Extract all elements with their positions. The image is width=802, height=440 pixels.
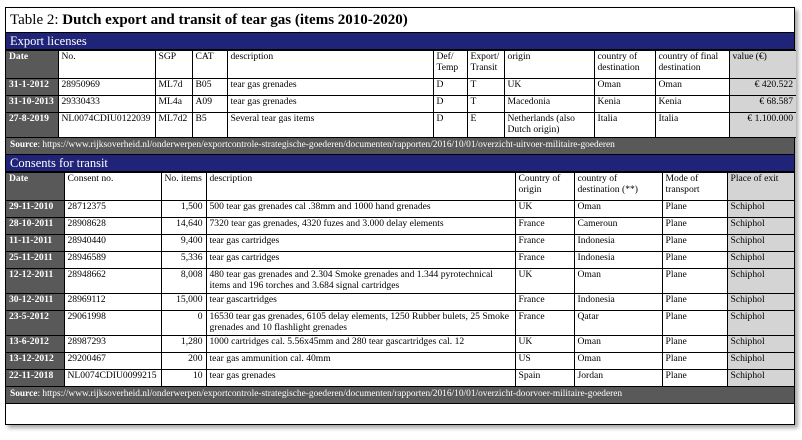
items-cell: 1,500 [161, 201, 206, 218]
consent-no-cell: 28969112 [64, 294, 161, 311]
export-col-description: description [227, 51, 433, 79]
table-row [6, 336, 794, 353]
origin-cell: France [515, 311, 574, 336]
consent-no-cell: 28940440 [64, 235, 161, 252]
items-cell: 5,336 [161, 252, 206, 269]
destination-cell: Oman [594, 79, 655, 96]
items-cell: 0 [161, 311, 206, 336]
transit-section-header: Consents for transit [6, 155, 794, 172]
origin-cell: UK [515, 336, 574, 353]
transport-cell: Plane [662, 201, 727, 218]
export-col-sgp: SGP [155, 51, 192, 79]
final-destination-cell: Kenia [655, 96, 729, 113]
description-cell: tear gas cartridges [206, 235, 515, 252]
consent-no-cell: 28908628 [64, 218, 161, 235]
items-cell: 200 [161, 353, 206, 370]
table-caption: Dutch export and transit of tear gas (items 2010-2020) [62, 12, 408, 28]
description-cell: tear gas ammunition cal. 40mm [206, 353, 515, 370]
export-source-link[interactable] [6, 138, 794, 155]
table-row [6, 370, 794, 387]
table-frame [5, 7, 795, 425]
value-cell: € 1.100.000 [729, 113, 796, 138]
table-row [6, 353, 794, 370]
transport-cell: Plane [662, 294, 727, 311]
date-cell: 25-11-2011 [6, 252, 64, 269]
transit-col-items: No. items [161, 173, 206, 201]
origin-cell: US [515, 353, 574, 370]
items-cell: 14,640 [161, 218, 206, 235]
def-temp-cell: D [433, 79, 467, 96]
cat-cell: A09 [192, 96, 227, 113]
items-cell: 15,000 [161, 294, 206, 311]
origin-cell: UK [515, 201, 574, 218]
transit-col-transport: Mode of transport [662, 173, 727, 201]
export-section-header: Export licenses [6, 33, 794, 50]
transport-cell: Plane [662, 311, 727, 336]
exit-cell: Schiphol [727, 294, 794, 311]
exit-cell: Schiphol [727, 311, 794, 336]
description-cell: tear gas grenades [206, 370, 515, 387]
table-row [6, 113, 796, 138]
table-row [6, 311, 794, 336]
transport-cell: Plane [662, 353, 727, 370]
destination-cell: Oman [574, 269, 662, 294]
description-cell: 1000 cartridges cal. 5.56x45mm and 280 tear gascartridges cal. 12 [206, 336, 515, 353]
transport-cell: Plane [662, 269, 727, 294]
final-destination-cell: Italia [655, 113, 729, 138]
sgp-cell: ML7d2 [155, 113, 192, 138]
date-cell: 30-12-2011 [6, 294, 64, 311]
sgp-cell: ML7d [155, 79, 192, 96]
def-temp-cell: D [433, 96, 467, 113]
origin-cell: France [515, 252, 574, 269]
table-row [6, 201, 794, 218]
consent-no-cell: 29061998 [64, 311, 161, 336]
license-no-cell: 28950969 [58, 79, 155, 96]
date-cell: 13-12-2012 [6, 353, 64, 370]
date-cell: 13-6-2012 [6, 336, 64, 353]
transport-cell: Plane [662, 218, 727, 235]
table-row [6, 96, 796, 113]
description-cell: tear gas grenades [227, 96, 433, 113]
final-destination-cell: Oman [655, 79, 729, 96]
destination-cell: Indonesia [574, 294, 662, 311]
items-cell: 9,400 [161, 235, 206, 252]
items-cell: 10 [161, 370, 206, 387]
destination-cell: Italia [594, 113, 655, 138]
origin-cell: Macedonia [504, 96, 594, 113]
export-col-origin: origin [504, 51, 594, 79]
origin-cell: Spain [515, 370, 574, 387]
transit-col-description: description [206, 173, 515, 201]
description-cell: tear gas cartridges [206, 252, 515, 269]
exit-cell: Schiphol [727, 353, 794, 370]
consent-no-cell: NL0074CDIU0099215 [64, 370, 161, 387]
date-cell: 31-10-2013 [6, 96, 58, 113]
sgp-cell: ML4a [155, 96, 192, 113]
exit-cell: Schiphol [727, 252, 794, 269]
consent-no-cell: 28987293 [64, 336, 161, 353]
transit-col-consent-no: Consent no. [64, 173, 161, 201]
table-row [6, 79, 796, 96]
date-cell: 11-11-2011 [6, 235, 64, 252]
export-col-def-temp: Def/ Temp [433, 51, 467, 79]
exit-cell: Schiphol [727, 370, 794, 387]
consent-no-cell: 28712375 [64, 201, 161, 218]
transit-col-exit: Place of exit [727, 173, 794, 201]
exit-cell: Schiphol [727, 269, 794, 294]
table-title [6, 8, 794, 33]
export-col-value: value (€) [729, 51, 796, 79]
destination-cell: Oman [574, 336, 662, 353]
transit-header-row [6, 173, 794, 201]
license-no-cell: NL0074CDIU0122039 [58, 113, 155, 138]
transit-col-origin: Country of origin [515, 173, 574, 201]
description-cell: 7320 tear gas grenades, 4320 fuzes and 3.000 delay elements [206, 218, 515, 235]
exit-cell: Schiphol [727, 201, 794, 218]
description-cell: tear gas grenades [227, 79, 433, 96]
date-cell: 31-1-2012 [6, 79, 58, 96]
destination-cell: Indonesia [574, 252, 662, 269]
exit-cell: Schiphol [727, 218, 794, 235]
items-cell: 8,008 [161, 269, 206, 294]
transport-cell: Plane [662, 235, 727, 252]
destination-cell: Cameroun [574, 218, 662, 235]
exit-cell: Schiphol [727, 336, 794, 353]
destination-cell: Jordan [574, 370, 662, 387]
origin-cell: France [515, 235, 574, 252]
date-cell: 12-12-2011 [6, 269, 64, 294]
source-label: Source [10, 140, 38, 150]
date-cell: 27-8-2019 [6, 113, 58, 138]
table-row [6, 235, 794, 252]
destination-cell: Oman [574, 353, 662, 370]
date-cell: 28-10-2011 [6, 218, 64, 235]
table-row [6, 252, 794, 269]
source-label: Source [10, 389, 38, 399]
date-cell: 29-11-2010 [6, 201, 64, 218]
transit-col-destination: country of destination (**) [574, 173, 662, 201]
transport-cell: Plane [662, 336, 727, 353]
export-header-row [6, 51, 796, 79]
table-row [6, 294, 794, 311]
export-col-destination: country of destination [594, 51, 655, 79]
origin-cell: UK [515, 269, 574, 294]
date-cell: 23-5-2012 [6, 311, 64, 336]
export-licenses-table [6, 50, 796, 138]
export-transit-cell: T [467, 96, 504, 113]
cat-cell: B05 [192, 79, 227, 96]
source-url: : https://www.rijksoverheid.nl/onderwerpen/exportcontrole-strategische-goederen/documenten/rapporten/2016/10/01/overzicht-uitvoer-militaire-goederen [37, 140, 615, 150]
transport-cell: Plane [662, 370, 727, 387]
export-col-no: No. [58, 51, 155, 79]
exit-cell: Schiphol [727, 235, 794, 252]
description-cell: 16530 tear gas grenades, 6105 delay elements, 1250 Rubber bulets, 25 Smoke grenades and 10 flashlight grenades [206, 311, 515, 336]
consent-no-cell: 28946589 [64, 252, 161, 269]
export-col-cat: CAT [192, 51, 227, 79]
description-cell: 500 tear gas grenades cal .38mm and 1000 hand grenades [206, 201, 515, 218]
transit-consents-table [6, 172, 794, 387]
source-url: : https://www.rijksoverheid.nl/onderwerpen/exportcontrole-strategische-goederen/documenten/rapporten/2016/10/01/overzicht-doorvoer-militaire-goederen [37, 389, 623, 399]
transit-col-date: Date [6, 173, 64, 201]
table-row [6, 269, 794, 294]
items-cell: 1,280 [161, 336, 206, 353]
origin-cell: Netherlands (also Dutch origin) [504, 113, 594, 138]
consent-no-cell: 29200467 [64, 353, 161, 370]
origin-cell: France [515, 218, 574, 235]
description-cell: Several tear gas items [227, 113, 433, 138]
license-no-cell: 29330433 [58, 96, 155, 113]
consent-no-cell: 28948662 [64, 269, 161, 294]
export-col-final-destination: country of final destination [655, 51, 729, 79]
value-cell: € 420.522 [729, 79, 796, 96]
transport-cell: Plane [662, 252, 727, 269]
description-cell: tear gascartridges [206, 294, 515, 311]
destination-cell: Kenia [594, 96, 655, 113]
def-temp-cell: D [433, 113, 467, 138]
destination-cell: Qatar [574, 311, 662, 336]
origin-cell: UK [504, 79, 594, 96]
cat-cell: B5 [192, 113, 227, 138]
value-cell: € 68.587 [729, 96, 796, 113]
export-transit-cell: E [467, 113, 504, 138]
export-col-date: Date [6, 51, 58, 79]
date-cell: 22-11-2018 [6, 370, 64, 387]
export-col-export-transit: Export/ Transit [467, 51, 504, 79]
export-transit-cell: T [467, 79, 504, 96]
description-cell: 480 tear gas grenades and 2.304 Smoke grenades and 1.344 pyrotechnical items and 196 torches and 3.684 signal cartridges [206, 269, 515, 294]
table-number: Table 2: [10, 12, 59, 28]
destination-cell: Indonesia [574, 235, 662, 252]
origin-cell: France [515, 294, 574, 311]
transit-source-link[interactable] [6, 387, 794, 404]
destination-cell: Oman [574, 201, 662, 218]
table-row [6, 218, 794, 235]
